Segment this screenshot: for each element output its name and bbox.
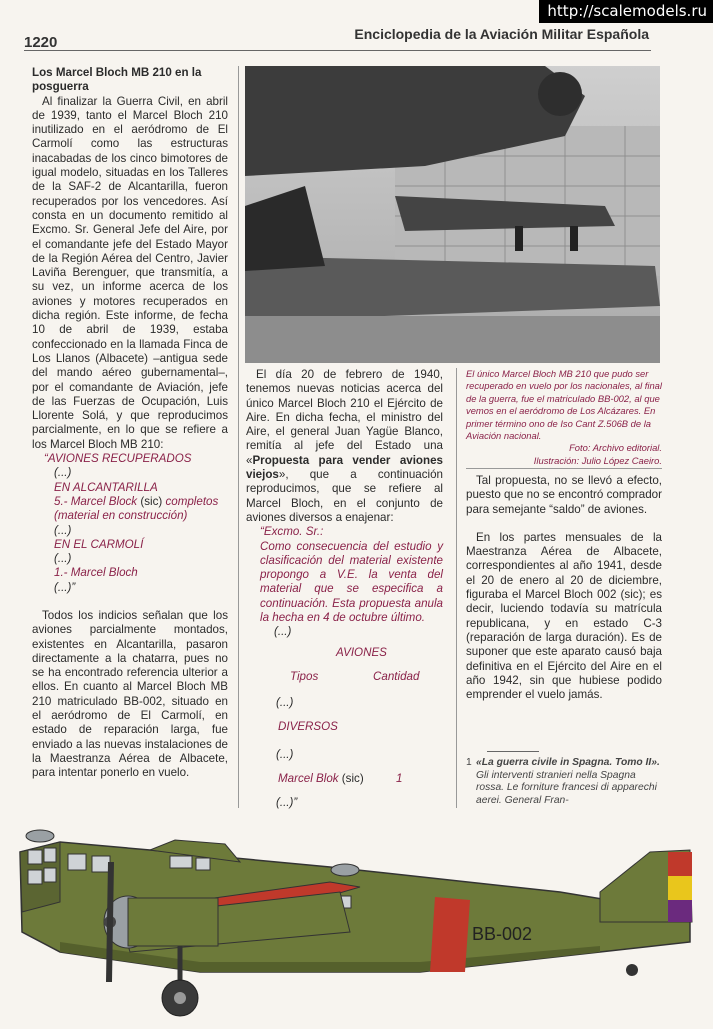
column-1 [32, 66, 228, 781]
section-heading: Los Marcel Bloch MB 210 en la posguerra [32, 66, 202, 94]
quote-line: 5.- Marcel Block [54, 494, 138, 508]
tail-flag-red [668, 852, 692, 876]
column-divider [456, 368, 457, 808]
aircraft-profile-illustration [0, 822, 713, 1024]
table-header: Tipos [290, 669, 319, 683]
table-item: Marcel Blok [278, 771, 339, 785]
quote-line: completos (material en construcción) [54, 494, 219, 523]
tail-flag-yellow [668, 876, 692, 900]
quote-line: EN ALCANTARILLA [54, 480, 158, 494]
registration-marking: BB-002 [472, 924, 533, 944]
hangar-photo [245, 66, 660, 363]
quote-line: (...) [274, 625, 292, 639]
page-number: 1220 [24, 34, 58, 51]
footnote-title: «La guerra civile in Spagna. Tomo II». [476, 757, 660, 768]
quote-line: Como consecuencia del estudio y clasificación del material existente propongo a V.E. la venta del material que se especifica a continuación. Esta propuesta anula la hecha en 4 de octubre último. [260, 539, 443, 625]
quote-line: (...) [54, 523, 72, 537]
table-dots: (...)” [276, 795, 298, 809]
caption-rule [466, 468, 662, 469]
column-3 [466, 474, 662, 702]
column-divider [238, 66, 239, 808]
photo-caption: El único Marcel Bloch MB 210 que pudo ser recuperado en vuelo por los nacionales, al final de la guerra, fue el matriculado BB-002, al que vemos en el aeródromo de Los Alcázares. En primer término ono de Iso Cant Z.506B de la Aviación nacional. Foto: Archivo editorial. Ilustración: Julio López Caeiro. [466, 368, 662, 466]
table-dots: (...) [276, 747, 294, 761]
sic-note: (sic) [338, 771, 364, 785]
table-qty: 1 [396, 771, 403, 785]
table-dots: (...) [276, 695, 294, 709]
photo-credit: Foto: Archivo editorial. [569, 442, 662, 454]
header-rule [24, 50, 651, 51]
quote-line: (...) [54, 466, 72, 480]
quote-line: “Excmo. Sr.: [260, 525, 324, 539]
illustration-credit: Ilustración: Julio López Caeiro. [533, 454, 662, 466]
tail-flag-purple [668, 900, 692, 922]
watermark-url: http://scalemodels.ru [539, 0, 713, 23]
paragraph: El día 20 de febrero de 1940, tenemos nuevas noticias acerca del único Marcel Bloch 210 el Ejército de Aire. En dicha fecha, el ministro del Aire, el general Juan Yagüe Blanco, remitía al jefe del Estado una «Propuesta para vender aviones viejos», que a continuación reproducimos, que se refiere al Marcel Bloch, en el conjunto de aviones diversos a enajenar: [246, 368, 443, 524]
paragraph: Al finalizar la Guerra Civil, en abril de 1939, tanto el Marcel Bloch 210 inutilizado en el aeródromo de El Carmolí como las estructuras inacabadas de los cinco bimotores de igual modelo, situadas en los Talleres de la SAF-2 de Alcantarilla, fueron recuperados por los vencedores. Así consta en un documento remitido al Excmo. Sr. General Jefe del Aire, por el comandante jefe del Estado Mayor de la Región Aérea del Centro, Javier Laviña Berenguer, que transmitía, a su vez, un informe acerca de los aviones y motores recuperados en dicha región. Este informe, de fecha 10 de abril de 1939, estaba confeccionado en la llamada Finca de Los Llanos (Albacete) –antigua sede del mando aéreo gubernamental–, por el comandante de Aviación, jefe de las Fuerzas de Ocupación, Luis Llorente Solá, y que reproducimos parcialmente, en lo que se refiere a los Marcel Bloch MB 210: [32, 94, 228, 451]
footnote-rule [487, 751, 539, 752]
quote-line: (...) [54, 552, 72, 566]
paragraph: En los partes mensuales de la Maestranza Aérea de Albacete, correspondientes al año 1941, desde el 20 de enero al 20 de diciembre, figuraba el Marcel Bloch 002 (sic); es decir, luciendo todavía su matrícula republicana, y en estado C-3 (reparación de larga duración). Es de suponer que este aparato causó baja definitiva en el Ejército del Aire en el año 1942, sin que hubiese podido emprender el vuelo jamás. [466, 530, 662, 702]
red-band [430, 897, 470, 972]
table-header: Cantidad [373, 669, 420, 683]
column-2 [246, 368, 443, 822]
proposal-title: Propuesta para vender aviones viejos [246, 453, 443, 482]
quote-line: (...)” [54, 580, 76, 594]
quote-line: “AVIONES RECUPERADOS [44, 452, 192, 466]
footnote: 1 «La guerra civile in Spagna. Tomo II». Gli interventi stranieri nella Spagna rossa. Le forniture francesi di apparechi aerei. General Fran- [466, 757, 660, 806]
table-title: AVIONES [336, 645, 387, 659]
running-header: Enciclopedia de la Aviación Militar Española [354, 26, 649, 42]
paragraph: Tal propuesta, no se llevó a efecto, puesto que no se encontró comprador para semejante “saldo” de aviones. [466, 474, 662, 516]
quote-line: 1.- Marcel Bloch [54, 566, 138, 580]
table-group: DIVERSOS [278, 719, 338, 733]
sic-note: (sic) [137, 494, 166, 508]
paragraph: Todos los indicios señalan que los aviones parcialmente montados, existentes en Alcantarilla, pasaron directamente a la chatarra, pues no se ha encontrado referencia ulterior a ellos. En cuanto al Marcel Bloch MB 210 matriculado BB-002, situado en el aeródromo de El Carmolí, en estado de reparación larga, fue enviado a las nuevas instalaciones de la Maestranza Aérea de Albacete, para intentar ponerlo en vuelo. [32, 608, 228, 780]
quote-line: EN EL CARMOLÍ [54, 537, 144, 551]
